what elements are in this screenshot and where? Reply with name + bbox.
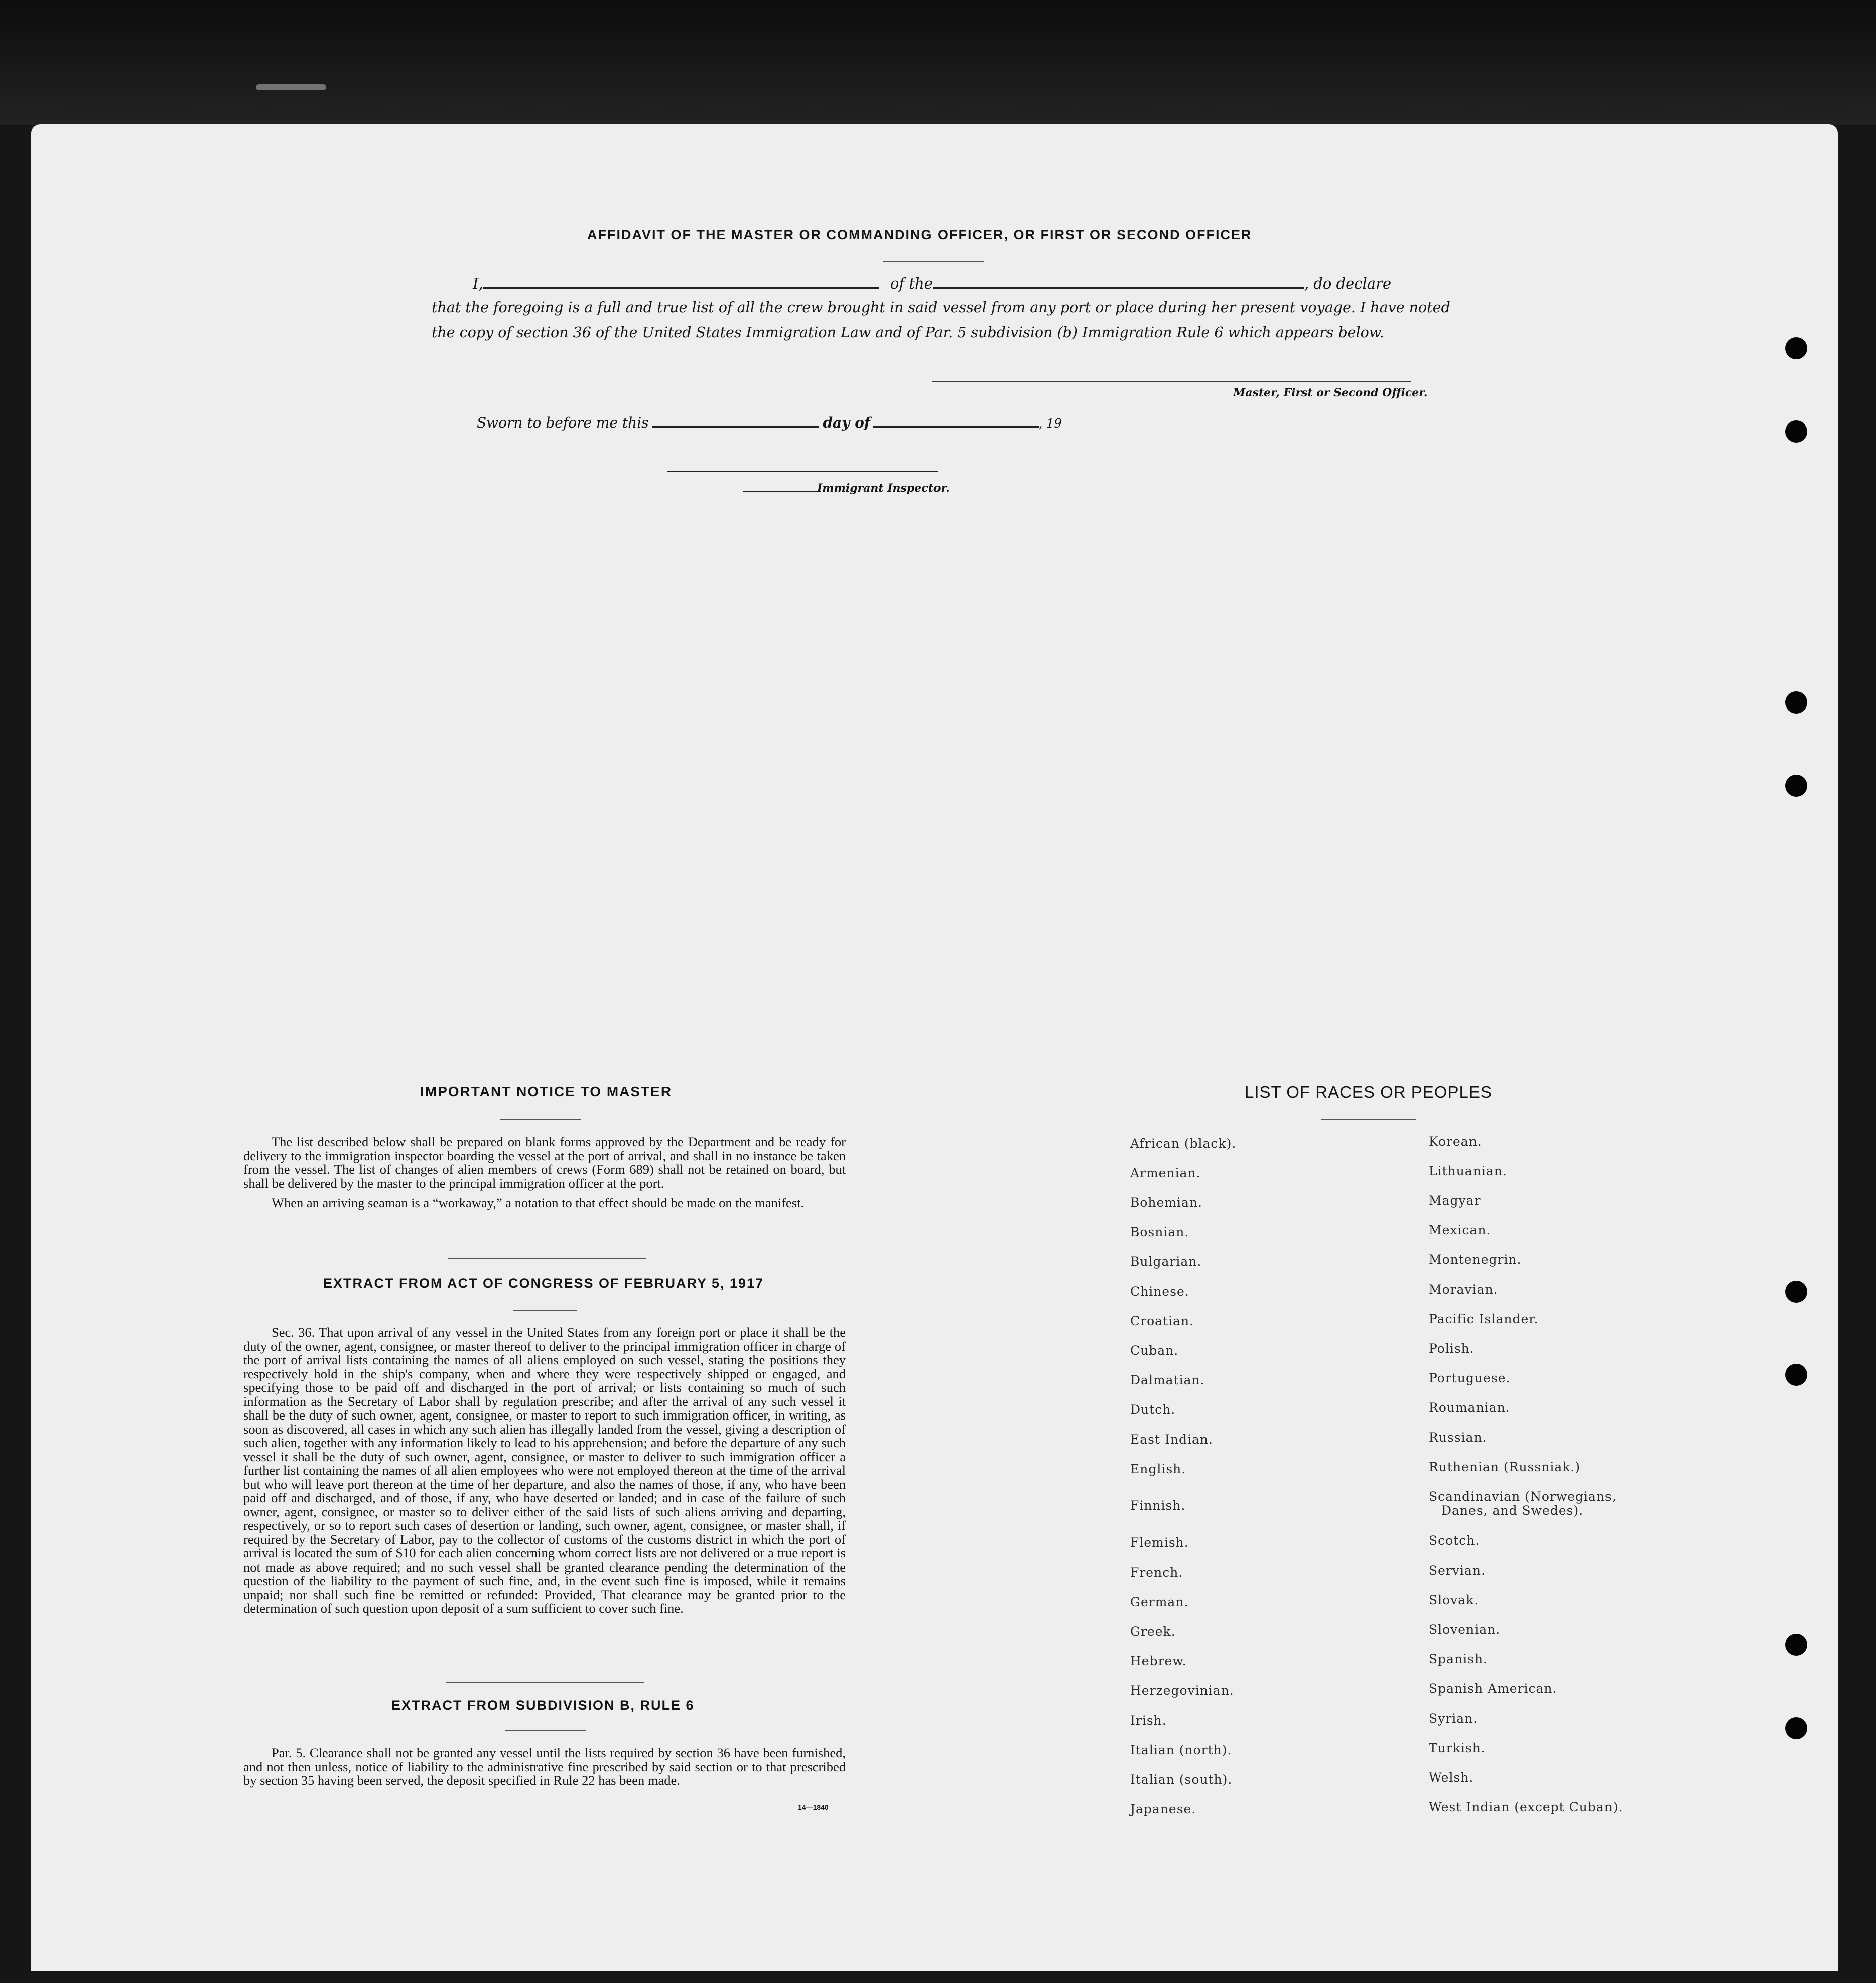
year-label: , 19 [1038, 416, 1062, 431]
race-item: Hebrew. [1130, 1654, 1187, 1668]
race-item: Roumanian. [1429, 1400, 1510, 1415]
document-page [31, 124, 1838, 1971]
race-item: Greek. [1130, 1624, 1176, 1639]
punch-hole [1785, 337, 1807, 359]
race-item: African (black). [1130, 1136, 1237, 1151]
title-divider [883, 261, 984, 262]
notice-paragraph-2: When an arriving seaman is a “workaway,” a notation to that effect should be made on the manifest. [272, 1195, 805, 1210]
race-item: Herzegovinian. [1130, 1683, 1234, 1698]
race-item: Pacific Islander. [1429, 1312, 1539, 1326]
form-number: 14—1840 [798, 1803, 829, 1811]
notice-title: IMPORTANT NOTICE TO MASTER [420, 1084, 673, 1099]
act-title-divider [513, 1310, 577, 1311]
signature-line [932, 381, 1411, 382]
rule-title: EXTRACT FROM SUBDIVISION B, RULE 6 [391, 1697, 695, 1713]
race-item: Lithuanian. [1429, 1164, 1507, 1178]
notice-paragraph-1: The list described below shall be prepared on blank forms approved by the Department and be ready for delivery to the immigration inspector boarding the vessel at the port of arrival, and shall in no instance be taken from the vessel. The list of changes of alien members of crews (Form 689) shall not be retained on board, but shall be delivered by the master to the principal immigration officer at the port. [243, 1134, 846, 1191]
affidavit-title: AFFIDAVIT OF THE MASTER OR COMMANDING OFFICER, OR FIRST OR SECOND OFFICER [587, 227, 1252, 242]
race-item: Slovak. [1429, 1593, 1479, 1607]
races-title: LIST OF RACES OR PEOPLES [1245, 1083, 1492, 1101]
race-item: Chinese. [1130, 1284, 1189, 1299]
rule-body [243, 1746, 846, 1788]
race-item: West Indian (except Cuban). [1429, 1800, 1623, 1814]
punch-hole [1785, 1281, 1807, 1303]
scan-border [0, 0, 1876, 125]
race-item: German. [1130, 1595, 1189, 1609]
signature-label: Master, First or Second Officer. [1233, 386, 1428, 399]
rule-title-divider [505, 1730, 586, 1731]
race-item: Korean. [1429, 1134, 1482, 1149]
act-section-36: Sec. 36. That upon arrival of any vessel in the United States from any foreign port or place it shall be the duty of the owner, agent, consignee, or master thereof to deliver to the principal immigration officer in charge of the port of arrival lists containing the names of all aliens employed on such vessel, stating the positions they respectively hold in the ship's company, when and where they were respectively shipped or engaged, and specifying those to be paid off and discharged in the port of arrival; or lists containing so much of such information as the Secretary of Labor shall by regulation prescribe; and after the arrival of any such vessel it shall be the duty of such owner, agent, consignee, or master to report to such immigration officer, in writing, as soon as discovered, all cases in which any such alien has illegally landed from the vessel, giving a description of such alien, together with any information likely to lead to his apprehension; and before the departure of any such vessel it shall be the duty of such owner, agent, consignee, or master to deliver to such immigration officer a further list containing the names of all alien employees who were not employed thereon at the time of the arrival but who will leave port thereon at the time of her departure, and also the names of those, if any, who have been paid off and discharged, and of those, if any, who have deserted or landed; and in case of the failure of such owner, agent, consignee, or master so to deliver either of the said lists of such aliens arriving and departing, respectively, or so to report such cases of desertion or landing, such owner, agent, consignee, or master shall, if required by the Secretary of Labor, pay to the collector of customs of the customs district in which the port of arrival is located the sum of $10 for each alien concerning whom correct lists are not delivered or a true report is not made as above required; and no such vessel shall be granted clearance pending the determination of the question of the liability to the payment of such fine, and, in the event such fine is imposed, while it remains unpaid; nor shall such fine be remitted or refunded: Provided, That clearance may be granted prior to the determination of such question upon deposit of a sum sufficient to cover such fine. [243, 1325, 846, 1616]
race-item: French. [1130, 1565, 1183, 1580]
race-item: Scandinavian (Norwegians, [1429, 1489, 1617, 1504]
sworn-label: Sworn to before me this [477, 414, 649, 431]
race-item: Welsh. [1429, 1770, 1474, 1785]
race-item: East Indian. [1130, 1432, 1213, 1447]
month-blank [873, 426, 1039, 428]
races-divider [1321, 1119, 1416, 1120]
inspector-label: Immigrant Inspector. [817, 482, 950, 495]
affidavit-of-the-label: of the [890, 275, 933, 292]
race-item: Dutch. [1130, 1402, 1176, 1417]
affidavit-declare-label: , do declare [1304, 275, 1392, 292]
race-item: Spanish American. [1429, 1681, 1557, 1696]
scan-artifact [256, 84, 326, 90]
race-item: Ruthenian (Russniak.) [1429, 1460, 1581, 1474]
sworn-line [477, 414, 1062, 431]
race-item: Mexican. [1429, 1223, 1491, 1237]
punch-hole [1785, 691, 1807, 714]
race-item: Italian (north). [1130, 1743, 1232, 1757]
vessel-blank [933, 287, 1304, 289]
race-item: Polish. [1429, 1341, 1475, 1356]
race-item: Scotch. [1429, 1533, 1480, 1548]
punch-hole [1785, 1364, 1807, 1386]
notice-divider [500, 1119, 581, 1120]
day-blank [652, 426, 819, 428]
affidavit-line1 [473, 275, 1391, 292]
race-item: Croatian. [1130, 1314, 1194, 1328]
race-item: Bulgarian. [1130, 1254, 1202, 1269]
notice-body [243, 1135, 846, 1210]
race-item: Dalmatian. [1130, 1373, 1205, 1387]
punch-hole [1785, 1634, 1807, 1656]
inspector-signature-line [667, 471, 938, 472]
act-body [243, 1326, 846, 1616]
punch-hole [1785, 775, 1807, 797]
rule-paragraph-5: Par. 5. Clearance shall not be granted any vessel until the lists required by section 36 have been furnished, and not then unless, notice of liability to the administrative fine prescribed by said section or to that prescribed by section 35 having been served, the deposit specified in Rule 22 has been made. [243, 1745, 846, 1788]
punch-hole [1785, 420, 1807, 443]
race-item: Japanese. [1130, 1802, 1196, 1816]
race-item: Flemish. [1130, 1535, 1189, 1550]
race-item: Irish. [1130, 1713, 1167, 1728]
race-item: Spanish. [1429, 1652, 1488, 1666]
race-item: Bohemian. [1130, 1195, 1202, 1210]
race-item: Montenegrin. [1429, 1252, 1522, 1267]
race-item: English. [1130, 1462, 1186, 1476]
race-item: Moravian. [1429, 1282, 1498, 1297]
affidavit-line2: that the foregoing is a full and true list of all the crew brought in said vessel from any port or place during her present voyage. I have noted [432, 299, 1450, 316]
name-blank [483, 287, 879, 289]
race-item: Slovenian. [1429, 1622, 1501, 1637]
affidavit-i-label: I, [473, 275, 483, 292]
race-item-continuation: Danes, and Swedes). [1441, 1503, 1584, 1518]
race-item: Armenian. [1130, 1166, 1201, 1180]
act-title: EXTRACT FROM ACT OF CONGRESS OF FEBRUARY 5, 1917 [323, 1276, 764, 1291]
race-item: Cuban. [1130, 1343, 1179, 1358]
punch-hole [1785, 1717, 1807, 1739]
inspector-line [743, 482, 950, 495]
race-item: Servian. [1429, 1563, 1486, 1578]
race-item: Russian. [1429, 1430, 1487, 1445]
rule-top-divider [446, 1682, 644, 1683]
race-item: Magyar [1429, 1193, 1481, 1208]
race-item: Syrian. [1429, 1711, 1478, 1726]
inspector-blank [743, 491, 817, 492]
race-item: Finnish. [1130, 1498, 1186, 1513]
race-item: Turkish. [1429, 1741, 1486, 1755]
day-of-label: day of [823, 414, 870, 431]
race-item: Italian (south). [1130, 1772, 1233, 1787]
act-top-divider [448, 1258, 646, 1259]
affidavit-line3: the copy of section 36 of the United States Immigration Law and of Par. 5 subdivision (b) Immigration Rule 6 which appears below. [432, 324, 1384, 341]
race-item: Bosnian. [1130, 1225, 1189, 1239]
race-item: Portuguese. [1429, 1371, 1511, 1385]
